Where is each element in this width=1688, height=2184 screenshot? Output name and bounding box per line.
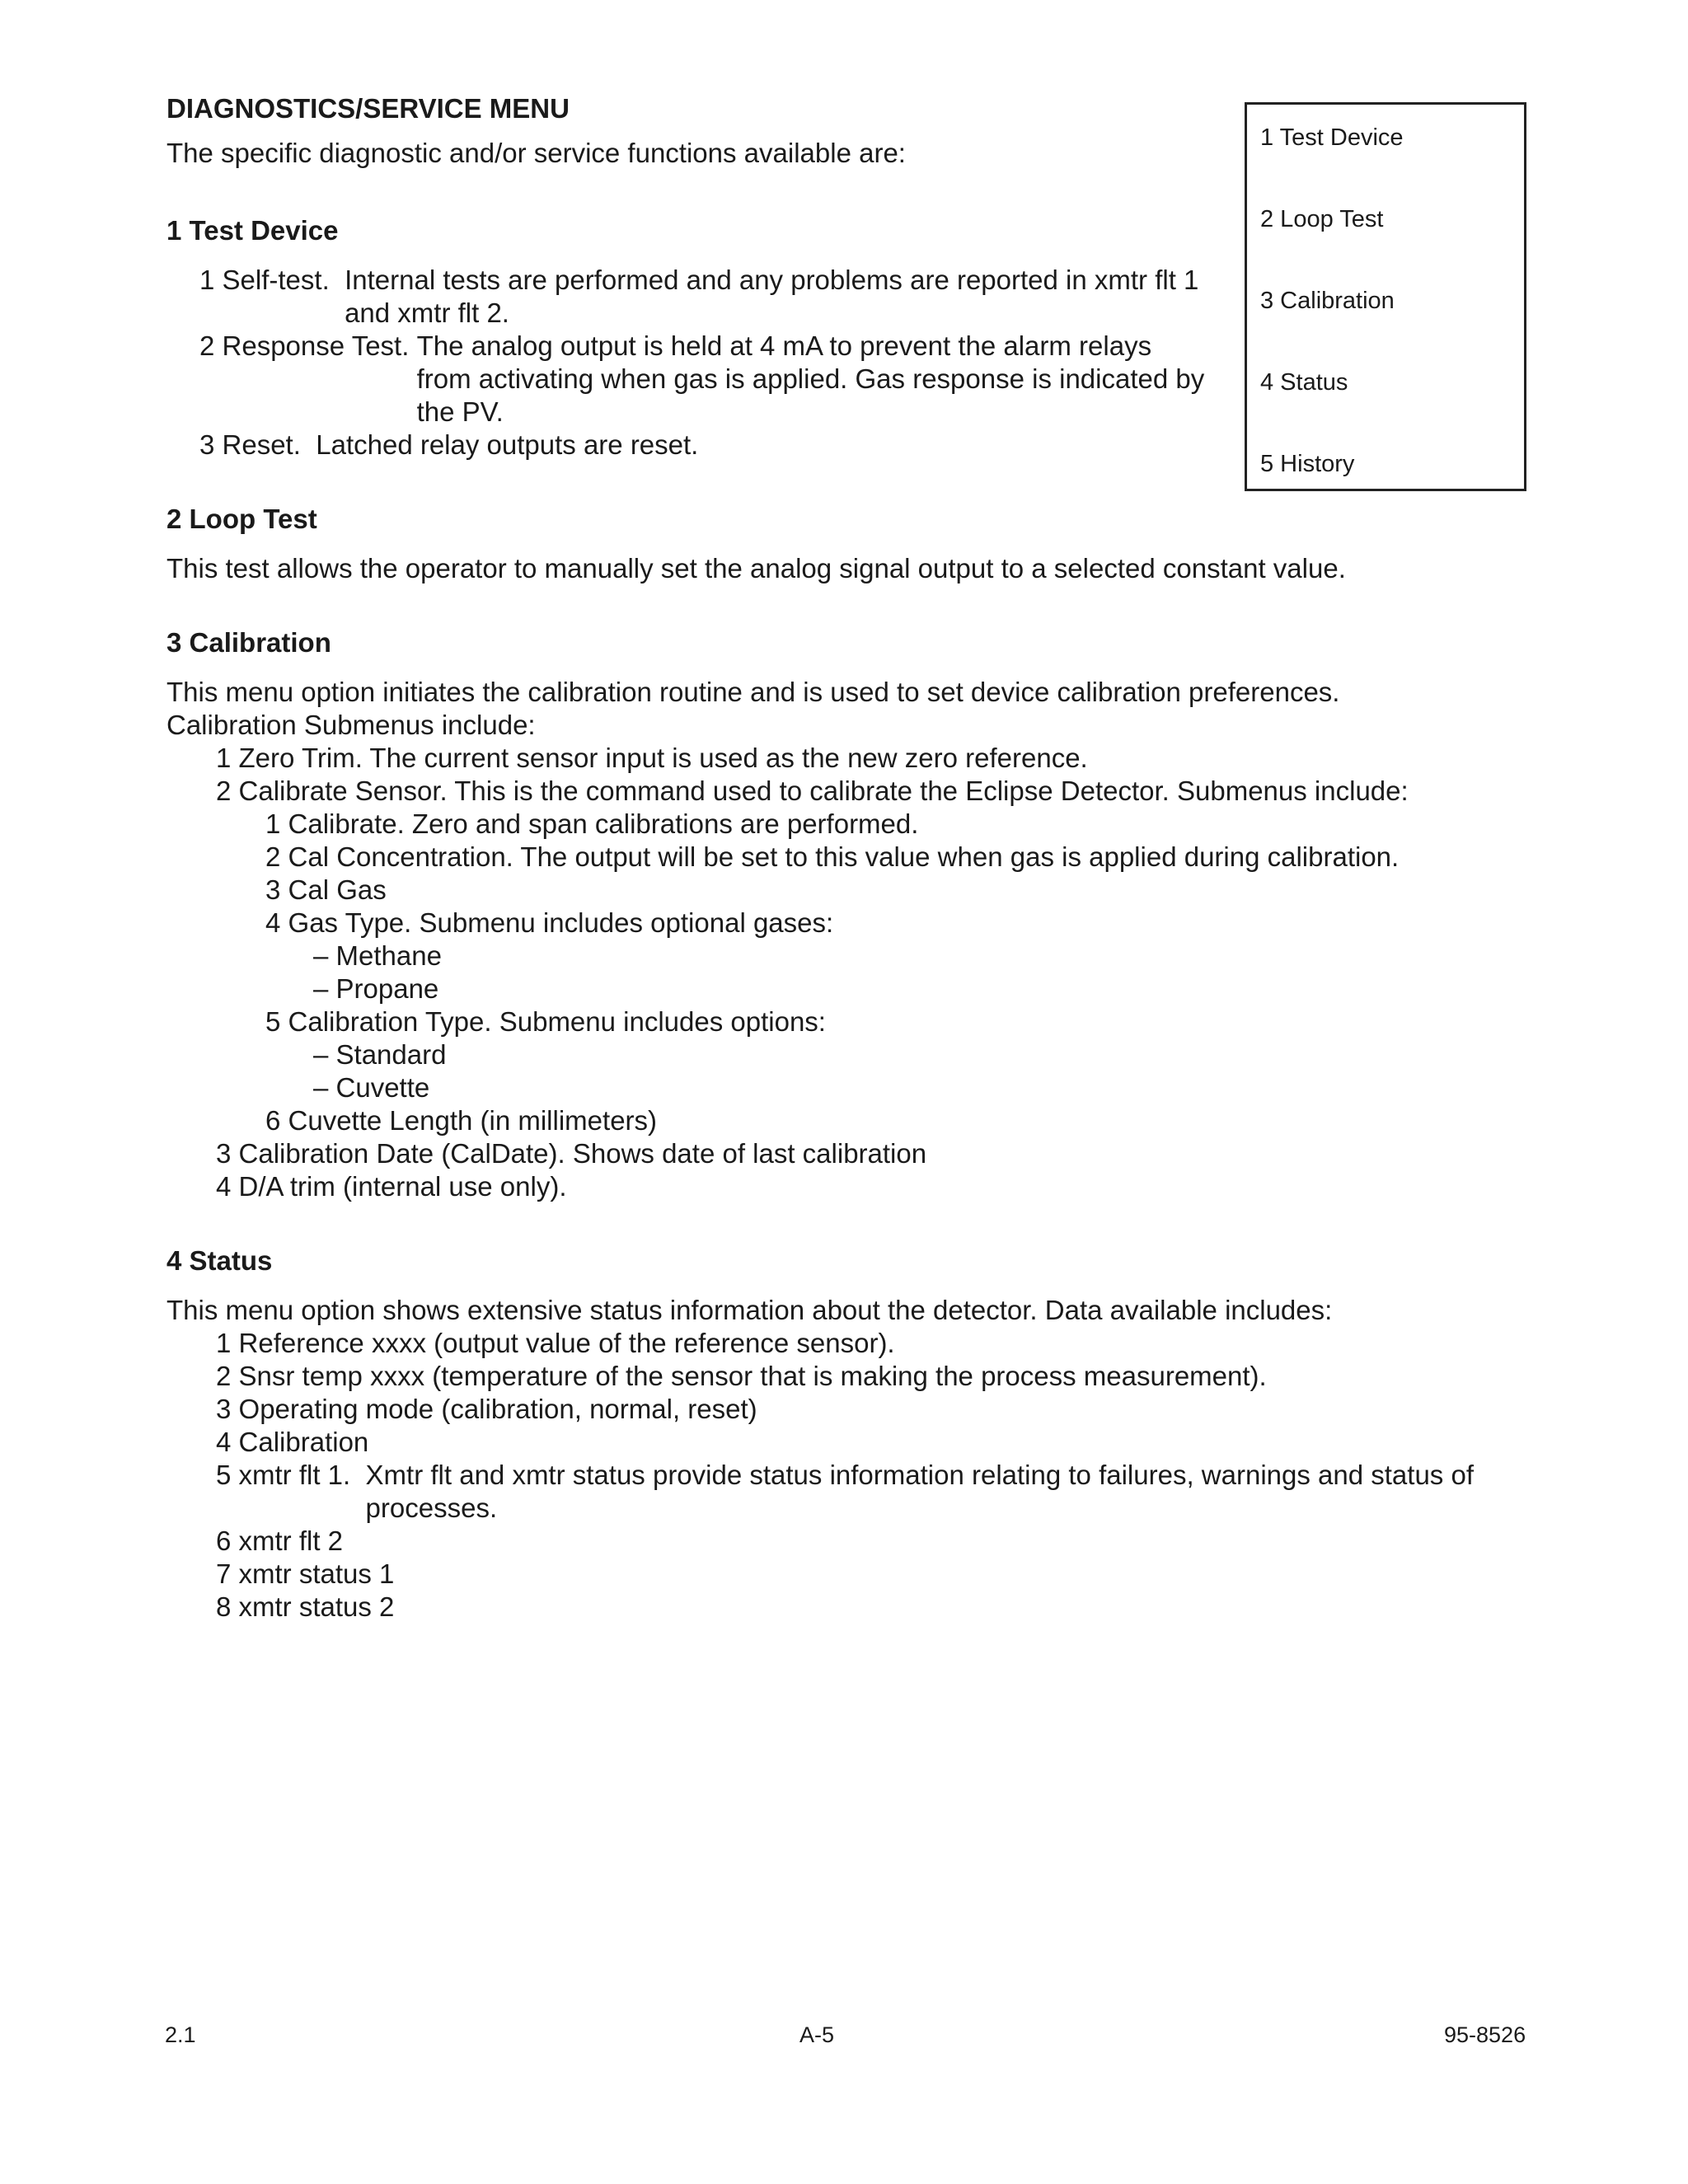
heading-status: 4 Status [166,1245,273,1276]
list-item-reset [166,429,1213,462]
footer-document-number: 95-8526 [1444,2022,1526,2047]
item-desc: Xmtr flt and xmtr status provide status information relating to failures, warnings and status of processes. [365,1460,1474,1523]
intro-text: The specific diagnostic and/or service functions available are: [166,138,906,168]
menu-item-test-device: 1 Test Device [1260,124,1404,151]
gas-option-methane: – Methane [313,940,442,971]
footer-page-number: A-5 [799,2022,835,2047]
footer-revision: 2.1 [165,2022,196,2047]
status-item-calibration: 4 Calibration [216,1427,369,1457]
cal-item-zero-trim: 1 Zero Trim. The current sensor input is used as the new zero reference. [216,743,1088,773]
cal-sub-gas-type: 4 Gas Type. Submenu includes optional gases: [265,907,834,938]
status-item-xmtr-status-2: 8 xmtr status 2 [216,1591,395,1622]
gas-option-propane: – Propane [313,973,439,1004]
status-item-xmtr-status-1: 7 xmtr status 1 [216,1558,395,1589]
menu-item-calibration: 3 Calibration [1260,288,1395,314]
cal-type-cuvette: – Cuvette [313,1072,430,1103]
status-item-reference: 1 Reference xxxx (output value of the reference sensor). [216,1328,895,1358]
page-title: DIAGNOSTICS/SERVICE MENU [166,93,570,124]
item-term: 2 Response Test. [199,330,417,361]
calibration-text-1: This menu option initiates the calibration routine and is used to set device calibration preferences. [166,677,1340,707]
item-term: 5 xmtr flt 1. [216,1460,366,1490]
cal-type-standard: – Standard [313,1039,447,1070]
cal-item-da-trim: 4 D/A trim (internal use only). [216,1171,567,1202]
status-item-xmtr-flt-2: 6 xmtr flt 2 [216,1526,344,1556]
cal-sub-cuvette-length: 6 Cuvette Length (in millimeters) [265,1105,658,1136]
section-status [166,1244,1502,1624]
item-desc: The analog output is held at 4 mA to prevent the alarm relays from activating when gas is applied. Gas response is indicated by the PV. [416,330,1205,427]
status-item-snsr-temp: 2 Snsr temp xxxx (temperature of the sensor that is making the process measurement). [216,1361,1267,1391]
item-term: 3 Reset. [199,429,316,460]
section-loop-test [166,503,1502,585]
cal-sub-cal-gas: 3 Cal Gas [265,874,387,905]
menu-item-loop-test: 2 Loop Test [1260,206,1384,232]
item-desc: Latched relay outputs are reset. [316,429,699,460]
heading-test-device: 1 Test Device [166,215,339,246]
heading-calibration: 3 Calibration [166,627,331,658]
cal-item-calibration-date: 3 Calibration Date (CalDate). Shows date of last calibration [216,1138,927,1169]
status-text: This menu option shows extensive status information about the detector. Data available includes: [166,1295,1333,1325]
cal-sub-calibrate: 1 Calibrate. Zero and span calibrations are performed. [265,808,919,839]
item-term: 1 Self-test. [199,265,345,295]
list-item-response-test [166,330,1213,429]
item-desc: Internal tests are performed and any problems are reported in xmtr flt 1 and xmtr flt 2. [345,265,1199,328]
cal-sub-cal-concentration: 2 Cal Concentration. The output will be set to this value when gas is applied during calibration. [265,841,1400,872]
menu-item-history: 5 History [1260,451,1355,477]
menu-box [1245,102,1526,491]
menu-item-status: 4 Status [1260,369,1348,396]
loop-test-text: This test allows the operator to manually set the analog signal output to a selected constant value. [166,553,1346,583]
status-item-xmtr-flt-1 [166,1459,1526,1525]
calibration-text-2: Calibration Submenus include: [166,710,536,740]
heading-loop-test: 2 Loop Test [166,504,317,534]
cal-sub-calibration-type: 5 Calibration Type. Submenu includes options: [265,1006,826,1037]
list-item-self-test [166,264,1213,330]
section-calibration [166,626,1502,1203]
status-item-operating-mode: 3 Operating mode (calibration, normal, reset) [216,1394,757,1424]
cal-item-calibrate-sensor: 2 Calibrate Sensor. This is the command used to calibrate the Eclipse Detector. Submenus include: [216,776,1409,806]
test-device-list [166,264,1213,462]
